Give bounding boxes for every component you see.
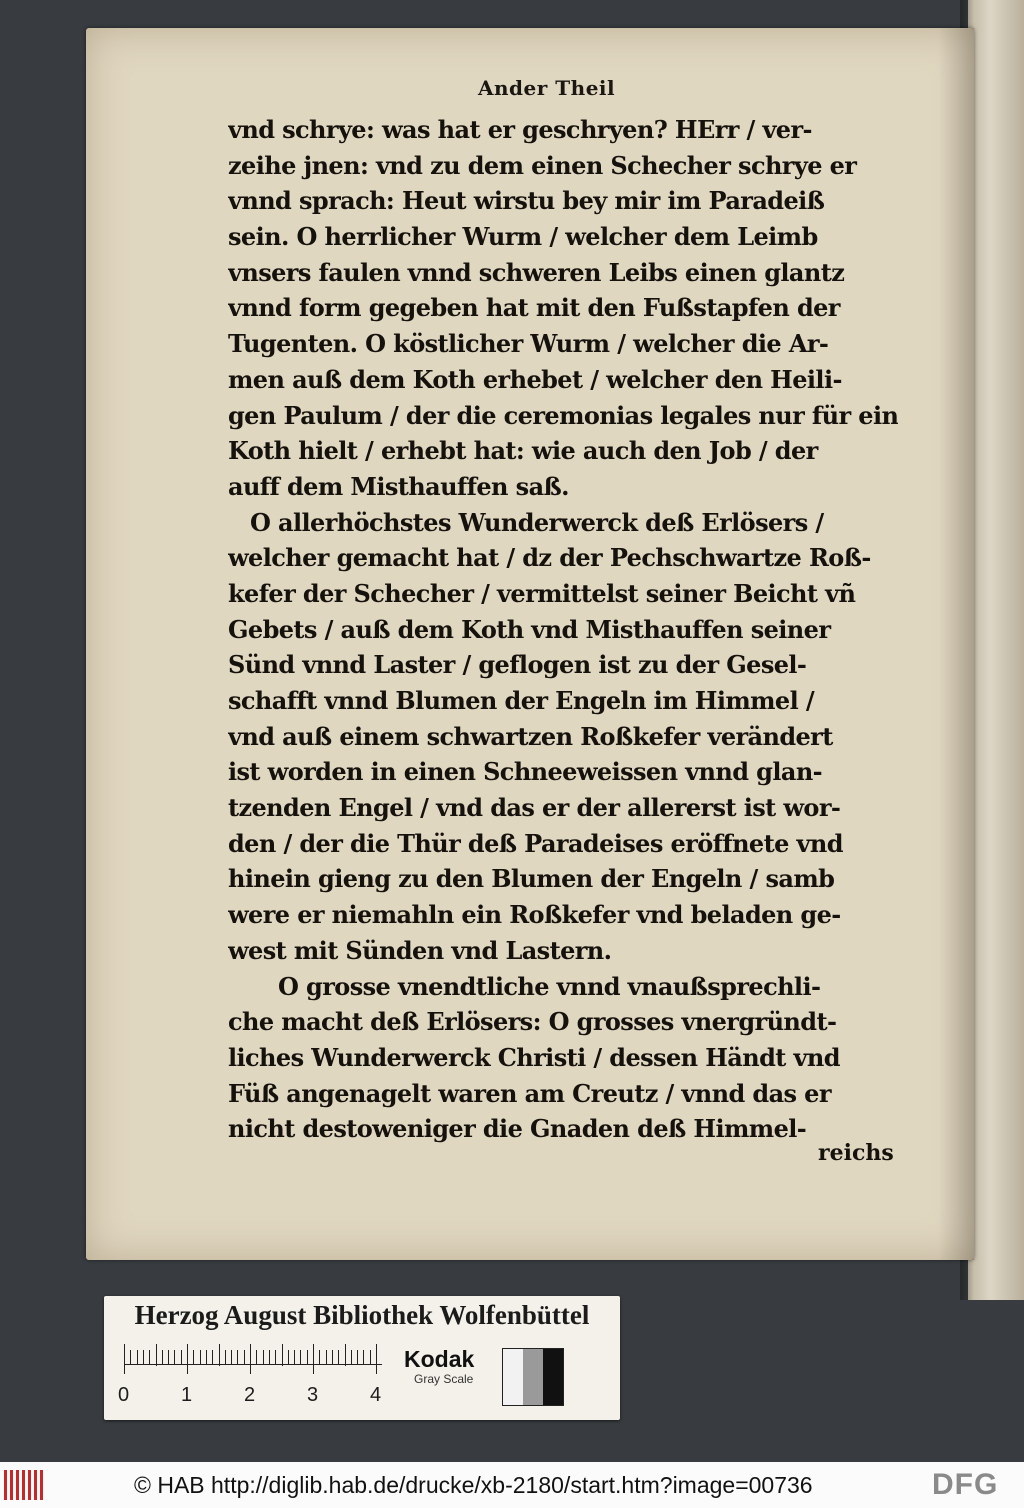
ruler-tick xyxy=(225,1350,226,1364)
ruler-tick xyxy=(187,1344,188,1374)
text-line: schafft vnnd Blumen der Engeln im Himmel / xyxy=(228,686,815,715)
hab-logo-bar xyxy=(16,1470,19,1500)
running-head: Ander Theil xyxy=(478,76,616,100)
ruler xyxy=(124,1344,394,1384)
ruler-label: 1 xyxy=(181,1384,193,1406)
text-line: vnd schrye: was hat er geschryen? HErr / ver- xyxy=(228,115,812,144)
ruler-tick xyxy=(332,1350,333,1364)
ruler-label: 0 xyxy=(118,1384,130,1406)
ruler-tick xyxy=(338,1350,339,1364)
text-line: tzenden Engel / vnd das er der allererst ist wor- xyxy=(228,793,841,823)
text-line: Tugenten. O köstlicher Wurm / welcher die Ar- xyxy=(228,329,829,359)
gray-swatch xyxy=(503,1349,523,1405)
text-line: vnd auß einem schwartzen Roßkefer verändert xyxy=(228,721,833,751)
hab-logo-bar xyxy=(22,1470,25,1500)
ruler-baseline xyxy=(124,1364,382,1365)
ruler-tick xyxy=(357,1350,358,1364)
ruler-tick xyxy=(376,1344,377,1374)
color-scale-card xyxy=(104,1296,620,1420)
ruler-tick xyxy=(137,1350,138,1364)
facing-page-edge xyxy=(968,0,1024,1300)
ruler-tick xyxy=(345,1344,346,1366)
ruler-tick xyxy=(130,1350,131,1364)
text-line: auff dem Misthauffen saß. xyxy=(228,471,569,501)
ruler-tick xyxy=(174,1350,175,1364)
text-line: che macht deß Erlösers: O grosses vnergründt- xyxy=(228,1007,837,1037)
ruler-tick xyxy=(193,1350,194,1364)
ruler-tick xyxy=(269,1350,270,1364)
footer-citation: © HAB http://diglib.hab.de/drucke/xb-2180/start.htm?image=00736 xyxy=(134,1472,813,1498)
ruler-tick xyxy=(143,1350,144,1364)
ruler-tick xyxy=(162,1350,163,1364)
text-line: liches Wunderwerck Christi / dessen Händt vnd xyxy=(228,1042,840,1072)
footer-bar xyxy=(0,1462,1024,1508)
text-line: vnnd sprach: Heut wirstu bey mir im Paradeiß xyxy=(228,186,825,216)
ruler-tick xyxy=(219,1344,220,1366)
ruler-tick xyxy=(319,1350,320,1364)
ruler-tick xyxy=(237,1350,238,1364)
ruler-tick xyxy=(263,1350,264,1364)
text-line: vnsers faulen vnnd schweren Leibs einen glantz xyxy=(228,257,845,287)
ruler-tick xyxy=(288,1350,289,1364)
hab-logo-bar xyxy=(4,1470,7,1500)
ruler-tick xyxy=(156,1344,157,1366)
ruler-tick xyxy=(256,1350,257,1364)
text-line: vnnd form gegeben hat mit den Fußstapfen der xyxy=(228,293,840,323)
dfg-logo: DFG xyxy=(932,1468,999,1501)
kodak-logo: Kodak xyxy=(404,1346,475,1372)
ruler-tick xyxy=(313,1344,314,1374)
text-line: Füß angenagelt waren am Creutz / vnnd das er xyxy=(228,1078,831,1108)
ruler-tick xyxy=(212,1350,213,1364)
ruler-tick xyxy=(275,1350,276,1364)
text-line: welcher gemacht hat / dz der Pechschwartze Roß- xyxy=(228,543,871,573)
gray-swatch xyxy=(523,1349,543,1405)
ruler-tick xyxy=(250,1344,251,1374)
ruler-tick xyxy=(231,1350,232,1364)
ruler-tick xyxy=(181,1350,182,1364)
gray-swatch xyxy=(543,1349,563,1405)
text-line: Koth hielt / erhebt hat: wie auch den Job / der xyxy=(228,436,818,466)
text-line: west mit Sünden vnd Lastern. xyxy=(228,935,612,965)
text-line: den / der die Thür deß Paradeises eröffnete vnd xyxy=(228,828,843,858)
ruler-tick xyxy=(300,1350,301,1364)
text-line: nicht destoweniger die Gnaden deß Himmel- xyxy=(228,1114,807,1144)
ruler-tick xyxy=(244,1350,245,1364)
ruler-tick xyxy=(206,1350,207,1364)
ruler-tick xyxy=(149,1350,150,1364)
ruler-label: 4 xyxy=(370,1384,382,1406)
text-line: gen Paulum / der die ceremonias legales nur für ein xyxy=(228,400,898,430)
hab-logo-icon xyxy=(4,1470,46,1500)
hab-logo-bar xyxy=(28,1470,31,1500)
text-line: hinein gieng zu den Blumen der Engeln / samb xyxy=(228,864,835,894)
hab-logo-bar xyxy=(40,1470,43,1500)
ruler-tick xyxy=(326,1350,327,1364)
ruler-tick xyxy=(351,1350,352,1364)
text-line: kefer der Schecher / vermittelst seiner Beicht vñ xyxy=(228,578,856,608)
ruler-tick xyxy=(307,1350,308,1364)
ruler-tick xyxy=(124,1344,125,1374)
text-line: ist worden in einen Schneeweissen vnnd glan- xyxy=(228,757,823,787)
text-line: O grosse vnendtliche vnnd vnaußsprechli- xyxy=(278,971,821,1001)
ruler-labels xyxy=(118,1384,398,1410)
ruler-tick xyxy=(370,1350,371,1364)
ruler-tick xyxy=(294,1350,295,1364)
catchword: reichs xyxy=(818,1140,894,1166)
text-line: Gebets / auß dem Koth vnd Misthauffen seiner xyxy=(228,614,831,644)
text-line: were er niemahln ein Roßkefer vnd beladen ge- xyxy=(228,900,841,930)
text-line: O allerhöchstes Wunderwerck deß Erlösers / xyxy=(250,507,824,537)
library-name: Herzog August Bibliothek Wolfenbüttel xyxy=(134,1300,590,1330)
gray-scale-label: Gray Scale xyxy=(414,1372,474,1386)
text-line: Sünd vnnd Laster / geflogen ist zu der Gesel- xyxy=(228,650,807,680)
page-fold-shadow xyxy=(938,28,974,1260)
text-line: men auß dem Koth erhebet / welcher den Heili- xyxy=(228,364,842,394)
ruler-label: 2 xyxy=(244,1384,256,1406)
ruler-tick xyxy=(168,1350,169,1364)
ruler-tick xyxy=(200,1350,201,1364)
text-line: sein. O herrlicher Wurm / welcher dem Leimb xyxy=(228,222,818,252)
ruler-tick xyxy=(363,1350,364,1364)
hab-logo-bar xyxy=(10,1470,13,1500)
text-line: zeihe jnen: vnd zu dem einen Schecher schrye er xyxy=(228,150,857,180)
ruler-label: 3 xyxy=(307,1384,319,1406)
page-text xyxy=(228,112,898,1147)
hab-logo-bar xyxy=(34,1470,37,1500)
gray-swatches xyxy=(502,1348,564,1406)
ruler-tick xyxy=(282,1344,283,1366)
